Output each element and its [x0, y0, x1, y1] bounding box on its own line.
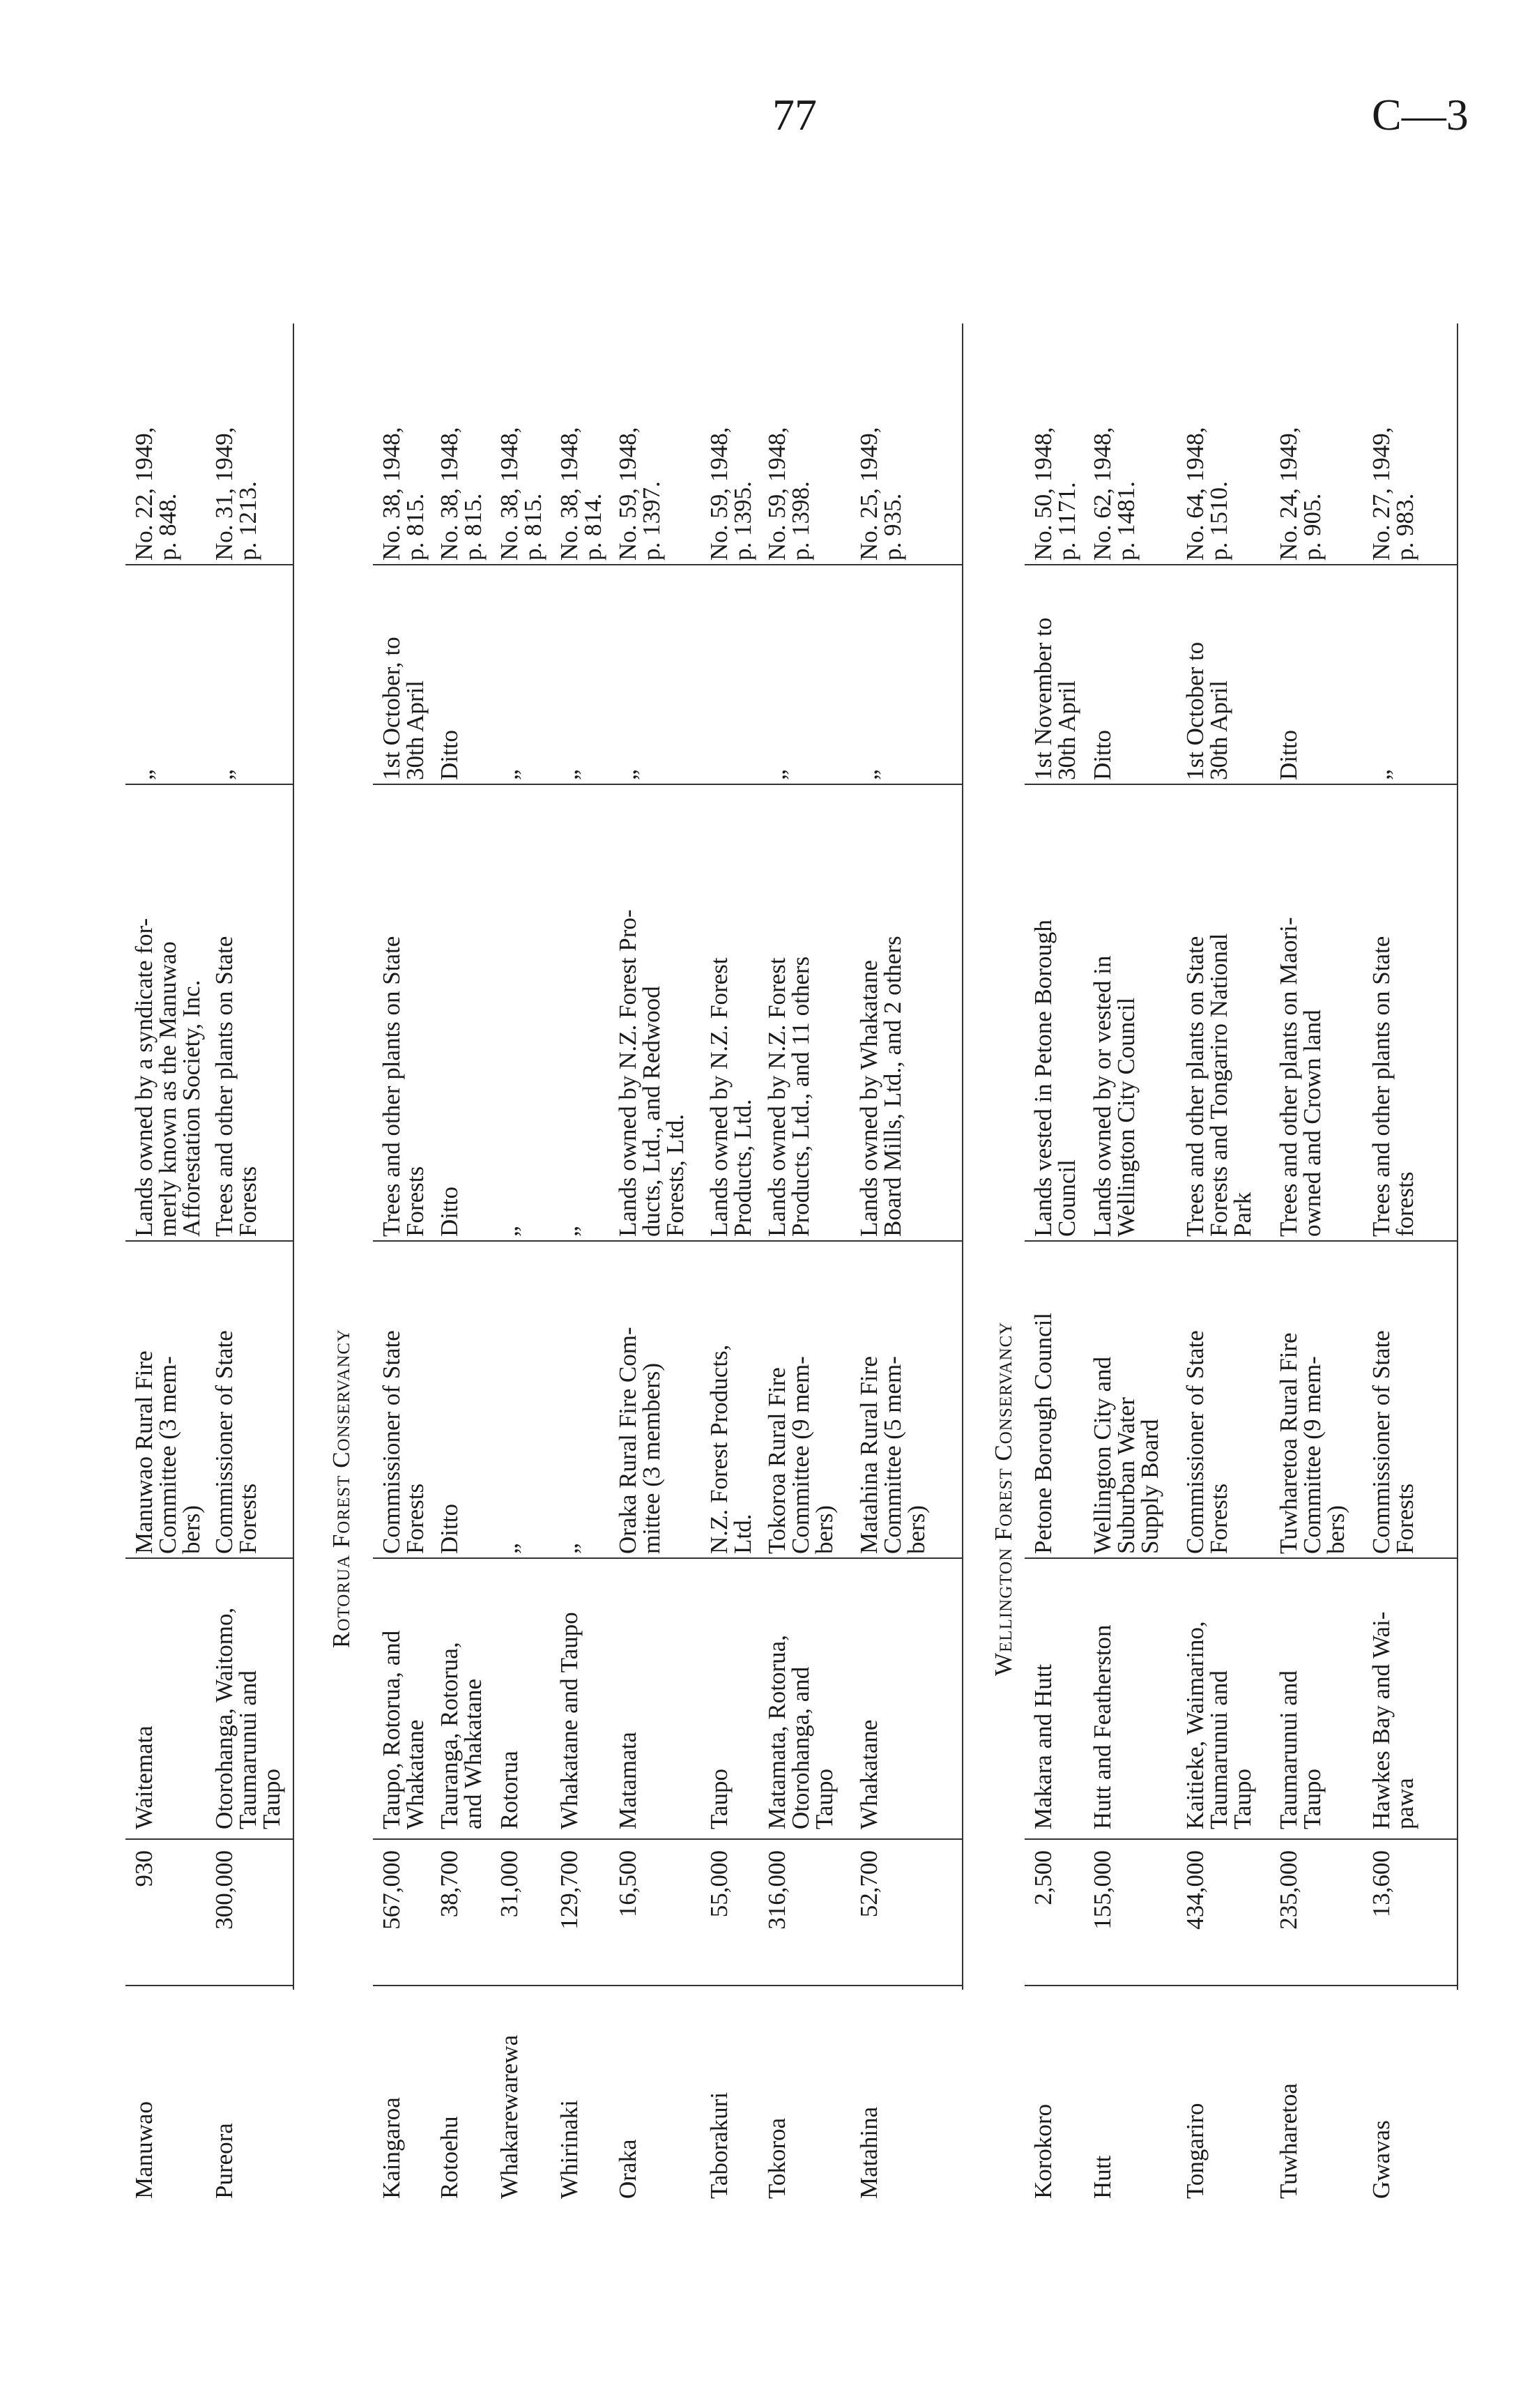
districts-cell: Whakatane: [855, 1719, 882, 1829]
column-divider: [125, 564, 293, 565]
authority-cell: Commissioner of State Forests: [211, 1330, 261, 1554]
districts-cell: Rotorua: [496, 1751, 523, 1829]
lands-cell: Lands owned by N.Z. Forest Products, Ltd., and 11 others: [763, 956, 814, 1237]
period-cell: „: [211, 769, 238, 780]
forest-name-cell: Tongariro: [1181, 2103, 1209, 2199]
period-cell: 1st October to 30th April: [1181, 641, 1232, 780]
section-heading: Rotorua Forest Conservancy: [328, 1328, 355, 1648]
area-cell: 52,700: [855, 1850, 882, 1918]
districts-cell: Matamata, Rotorua, Otorohanga, and Taupo: [763, 1635, 838, 1829]
lands-cell: Trees and other plants on State Forests: [378, 936, 429, 1237]
area-cell: 38,700: [436, 1850, 463, 1918]
period-cell: „: [130, 769, 158, 780]
lands-cell: Lands vested in Petone Borough Council: [1030, 920, 1080, 1237]
period-cell: Ditto: [1089, 730, 1116, 780]
authority-cell: Commissioner of State Forests: [1181, 1330, 1232, 1554]
lands-cell: Lands owned by a syndicate for- merly known as the Manuwao Afforestation Society, Inc.: [130, 917, 205, 1237]
gazette-cell: No. 59, 1948, p. 1398.: [763, 427, 814, 561]
column-divider: [1025, 1240, 1457, 1242]
forest-name-cell: Taborakuri: [705, 2091, 733, 2199]
forest-name-cell: Whakarewarewa: [496, 2034, 523, 2199]
gazette-cell: No. 27, 1949, p. 983.: [1368, 427, 1418, 561]
area-cell: 434,000: [1181, 1850, 1209, 1930]
gazette-cell: No. 38, 1948, p. 815.: [378, 427, 429, 561]
forest-name-cell: Oraka: [614, 2139, 641, 2199]
gazette-cell: No. 25, 1949, p. 935.: [855, 427, 906, 561]
forest-name-cell: Tuwharetoa: [1275, 2083, 1302, 2199]
gazette-cell: No. 62, 1948, p. 1481.: [1089, 427, 1140, 561]
lands-cell: Ditto: [436, 1187, 463, 1237]
section-heading: Wellington Forest Conservancy: [990, 1321, 1017, 1676]
forest-name-cell: Kaingaroa: [378, 2097, 405, 2199]
authority-cell: „: [496, 1543, 523, 1554]
districts-cell: Waitemata: [130, 1725, 158, 1829]
column-divider: [373, 1240, 962, 1242]
area-cell: 55,000: [705, 1850, 733, 1918]
column-divider: [125, 1240, 293, 1242]
lands-cell: Trees and other plants on State Forests: [211, 936, 261, 1237]
area-cell: 930: [130, 1850, 158, 1887]
lands-cell: Trees and other plants on Maori- owned and Crown land: [1275, 917, 1326, 1237]
area-cell: 567,000: [378, 1850, 405, 1930]
gazette-cell: No. 38, 1948, p. 815.: [436, 427, 487, 561]
group-rule: [1457, 323, 1458, 1990]
authority-cell: Tokoroa Rural Fire Committee (9 mem- bers): [763, 1356, 838, 1554]
period-cell: „: [614, 769, 641, 780]
column-divider: [373, 1838, 962, 1840]
gazette-cell: No. 50, 1948, p. 1171.: [1030, 427, 1080, 561]
document-reference: C—3: [1372, 90, 1469, 139]
column-divider: [125, 1557, 293, 1559]
area-cell: 16,500: [614, 1850, 641, 1918]
authority-cell: Petone Borough Council: [1030, 1312, 1057, 1554]
period-cell: Ditto: [436, 730, 463, 780]
lands-cell: „: [556, 1226, 583, 1237]
districts-cell: Matamata: [614, 1732, 641, 1829]
forest-name-cell: Hutt: [1089, 2155, 1116, 2199]
districts-cell: Makara and Hutt: [1030, 1663, 1057, 1829]
forest-name-cell: Pureora: [211, 2123, 238, 2199]
lands-cell: Trees and other plants on State forests: [1368, 936, 1418, 1237]
authority-cell: Commissioner of State Forests: [378, 1330, 429, 1554]
gazette-cell: No. 22, 1949, p. 848.: [130, 427, 181, 561]
area-cell: 129,700: [556, 1850, 583, 1930]
gazette-cell: No. 38, 1948, p. 814.: [556, 427, 606, 561]
gazette-cell: No. 59, 1948, p. 1397.: [614, 427, 665, 561]
lands-cell: Lands owned by or vested in Wellington City Council: [1089, 955, 1140, 1237]
page-number: 77: [772, 90, 817, 139]
lands-cell: Lands owned by N.Z. Forest Products, Ltd.: [705, 957, 756, 1237]
gazette-cell: No. 59, 1948, p. 1395.: [705, 427, 756, 561]
districts-cell: Taupo: [705, 1769, 733, 1829]
authority-cell: Oraka Rural Fire Com- mittee (3 members): [614, 1327, 665, 1554]
period-cell: 1st October, to 30th April: [378, 637, 429, 780]
column-divider: [125, 1985, 293, 1986]
districts-cell: Tauranga, Rotorua, and Whakatane: [436, 1642, 487, 1829]
gazette-cell: No. 38, 1948, p. 815.: [496, 427, 546, 561]
authority-cell: Ditto: [436, 1504, 463, 1554]
column-divider: [373, 1985, 962, 1986]
column-divider: [125, 784, 293, 785]
authority-cell: „: [556, 1543, 583, 1554]
area-cell: 155,000: [1089, 1850, 1116, 1930]
authority-cell: Commissioner of State Forests: [1368, 1330, 1418, 1554]
area-cell: 316,000: [763, 1850, 790, 1930]
group-rule: [293, 323, 294, 1990]
area-cell: 235,000: [1275, 1850, 1302, 1930]
authority-cell: Wellington City and Suburban Water Supply Board: [1089, 1357, 1163, 1554]
column-divider: [373, 564, 962, 565]
forest-name-cell: Rotoehu: [436, 2116, 463, 2199]
gazette-cell: No. 31, 1949, p. 1213.: [211, 427, 261, 561]
lands-cell: Lands owned by Whakatane Board Mills, Ltd., and 2 others: [855, 936, 906, 1237]
period-cell: „: [855, 769, 882, 780]
lands-cell: Lands owned by N.Z. Forest Pro- ducts, Ltd., and Redwood Forests, Ltd.: [614, 909, 689, 1237]
districts-cell: Taumarunui and Taupo: [1275, 1670, 1326, 1829]
gazette-cell: No. 64, 1948, p. 1510.: [1181, 427, 1232, 561]
forest-name-cell: Gwavas: [1368, 2120, 1395, 2199]
column-divider: [125, 1838, 293, 1840]
forest-name-cell: Manuwao: [130, 2101, 158, 2199]
districts-cell: Hutt and Featherston: [1089, 1624, 1116, 1829]
districts-cell: Otorohanga, Waitomo, Taumarunui and Taupo: [211, 1607, 285, 1829]
column-divider: [373, 1557, 962, 1559]
forest-name-cell: Korokoro: [1030, 2103, 1057, 2199]
column-divider: [1025, 1838, 1457, 1840]
period-cell: „: [763, 769, 790, 780]
districts-cell: Whakatane and Taupo: [556, 1612, 583, 1829]
column-divider: [1025, 1985, 1457, 1986]
area-cell: 2,500: [1030, 1850, 1057, 1905]
area-cell: 300,000: [211, 1850, 238, 1930]
column-divider: [1025, 564, 1457, 565]
lands-cell: Trees and other plants on State Forests and Tongariro National Park: [1181, 933, 1256, 1237]
districts-cell: Kaitieke, Waimarino, Taumarunui and Taupo: [1181, 1621, 1256, 1829]
districts-cell: Taupo, Rotorua, and Whakatane: [378, 1630, 429, 1829]
period-cell: „: [496, 769, 523, 780]
period-cell: „: [556, 769, 583, 780]
lands-cell: „: [496, 1226, 523, 1237]
area-cell: 31,000: [496, 1850, 523, 1918]
period-cell: 1st November to 30th April: [1030, 617, 1080, 780]
authority-cell: Tuwharetoa Rural Fire Committee (9 mem- bers): [1275, 1332, 1349, 1554]
period-cell: „: [1368, 769, 1395, 780]
forest-name-cell: Tokoroa: [763, 2117, 790, 2199]
group-rule: [962, 323, 963, 1990]
column-divider: [1025, 1557, 1457, 1559]
column-divider: [1025, 784, 1457, 785]
forest-name-cell: Whirinaki: [556, 2100, 583, 2199]
area-cell: 13,600: [1368, 1850, 1395, 1918]
authority-cell: Matahina Rural Fire Committee (5 mem- bers): [855, 1356, 930, 1554]
column-divider: [373, 784, 962, 785]
period-cell: Ditto: [1275, 730, 1302, 780]
districts-cell: Hawkes Bay and Wai- pawa: [1368, 1611, 1418, 1829]
forest-name-cell: Matahina: [855, 2106, 882, 2199]
gazette-cell: No. 24, 1949, p. 905.: [1275, 427, 1326, 561]
authority-cell: N.Z. Forest Products, Ltd.: [705, 1344, 756, 1554]
authority-cell: Manuwao Rural Fire Committee (3 mem- bers): [130, 1350, 205, 1554]
